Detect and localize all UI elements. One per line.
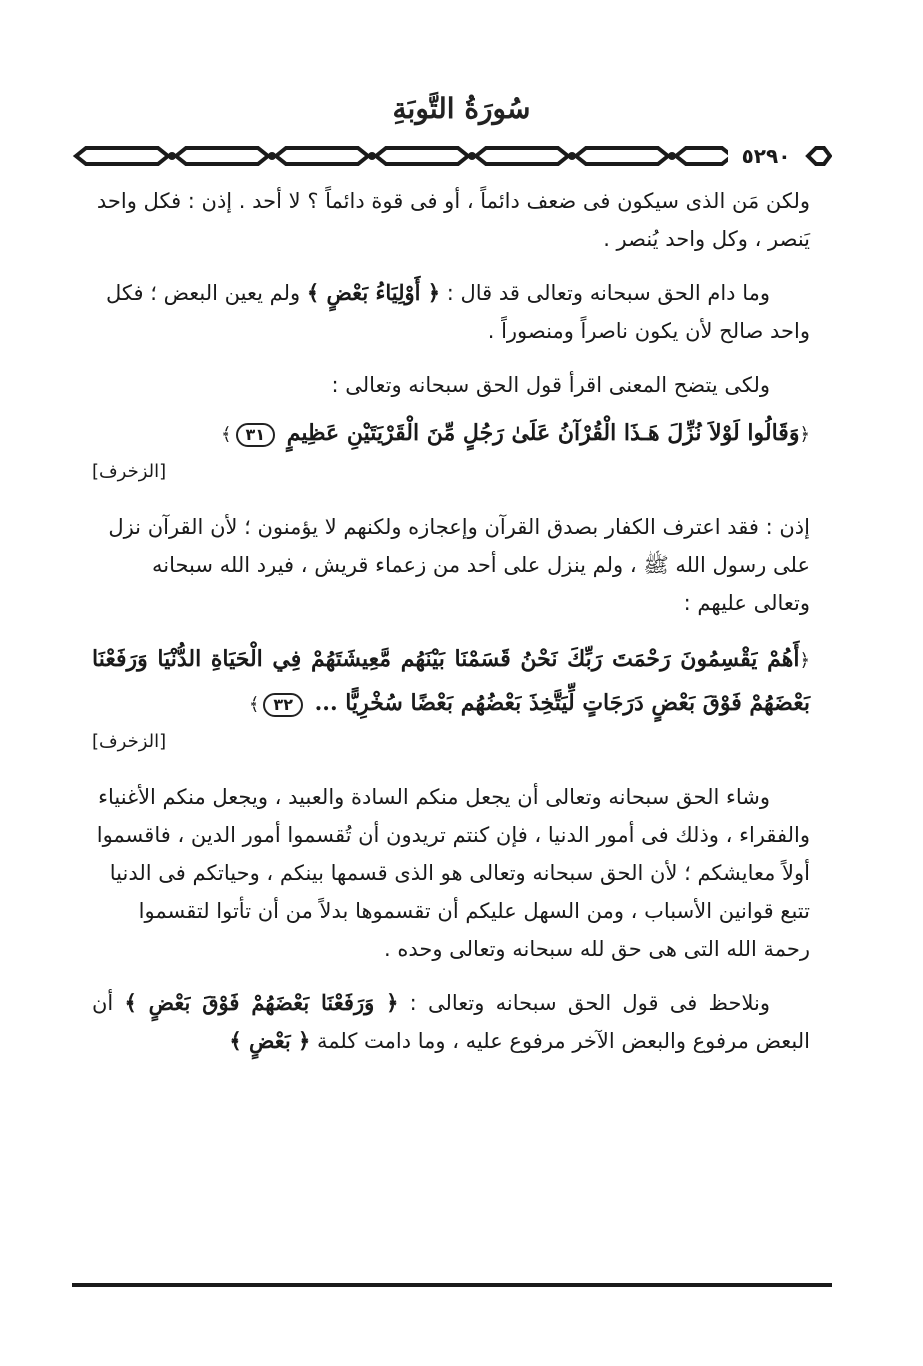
chain-ornament (72, 143, 832, 169)
paragraph-6-text-middle: أن البعض مرفوع والبعض الآخر مرفوع عليه ، وما دامت كلمة (92, 991, 810, 1053)
verse-32-text: أَهُمْ يَقْسِمُونَ رَحْمَتَ رَبِّكَ نَحْنُ قَسَمْنَا بَيْنَهُم مَّعِيشَتَهُمْ فِي الْحَيَاةِ الدُّنْيَا وَرَفَعْنَا بَعْضَهُمْ فَوْقَ بَعْضٍ دَرَجَاتٍ لِّيَتَّخِذَ بَعْضُهُم بَعْضًا سُخْرِيًّا ... (92, 646, 810, 716)
verse-open-bracket: ﴿ (799, 650, 810, 671)
header-ornament-band (72, 143, 832, 169)
paragraph-2-text-before: وما دام الحق سبحانه وتعالى قد قال : (440, 281, 770, 305)
verse-32-number: ٣٢ (263, 693, 303, 717)
verse-close-bracket: ﴾ (220, 424, 232, 445)
verse-31-source: [الزخرف] (92, 461, 167, 482)
verse-32-source: [الزخرف] (92, 731, 167, 752)
paragraph-6-text-before: ونلاحظ فى قول الحق سبحانه وتعالى : (398, 991, 770, 1015)
quran-verse-31 (92, 412, 810, 456)
surah-title: سُورَةُ التَّوبَةِ (392, 92, 531, 125)
verse-close-bracket: ﴾ (248, 694, 260, 715)
quran-verse-32 (92, 638, 810, 726)
quran-quote-rafana: ﴿ وَرَفَعْنَا بَعْضَهُمْ فَوْقَ بَعْضٍ ﴾ (124, 990, 399, 1015)
page-number: ٥٢٩٠ (728, 143, 804, 169)
quran-quote-bad: ﴿ بَعْضٍ ﴾ (229, 1028, 311, 1053)
verse-open-bracket: ﴿ (799, 424, 810, 445)
paragraph-3: ولكى يتضح المعنى اقرأ قول الحق سبحانه وتعالى : (331, 373, 770, 397)
verse-31-text: وَقَالُوا لَوْلاَ نُزِّلَ هَـذَا الْقُرْآنُ عَلَىٰ رَجُلٍ مِّنَ الْقَرْيَتَيْنِ عَظِيمٍ (286, 420, 800, 446)
paragraph-1: ولكن مَن الذى سيكون فى ضعف دائماً ، أو فى قوة دائماً ؟ لا أحد . إذن : فكل واحد يَنصر ، وكل واحد يُنصر . (96, 189, 810, 251)
paragraph-4: إذن : فقد اعترف الكفار بصدق القرآن وإعجازه ولكنهم لا يؤمنون ؛ لأن القرآن نزل على رسول الله ﷺ ، ولم ينزل على أحد من زعماء قريش ، فيرد الله سبحانه وتعالى عليهم : (108, 515, 810, 615)
paragraph-2 (92, 274, 810, 350)
footer-rule (72, 1283, 832, 1287)
paragraph-2-text-after: ولم يعين البعض ؛ فكل واحد صالح لأن يكون ناصراً ومنصوراً . (106, 281, 810, 343)
page-body (92, 182, 810, 1076)
paragraph-6 (92, 984, 810, 1060)
paragraph-5: وشاء الحق سبحانه وتعالى أن يجعل منكم السادة والعبيد ، ويجعل منكم الأغنياء والفقراء ، وذلك فى أمور الدنيا ، فإن كنتم تريدون أن تُقسموا أمور الدين ، فاقسموا أولاً معايشكم ؛ لأن الحق سبحانه وتعالى هو الذى قسمها بينكم ، وحياتكم فى الدنيا تتبع قوانين الأسباب ، ومن السهل عليكم أن تقسموها بدلاً من أن تأتوا لتقسموا رحمة الله التى هى حق لله سبحانه وتعالى وحده . (96, 785, 810, 961)
quran-quote-awliya: ﴿ أَوْلِيَاءُ بَعْضٍ ﴾ (306, 280, 441, 305)
verse-31-number: ٣١ (236, 423, 276, 447)
